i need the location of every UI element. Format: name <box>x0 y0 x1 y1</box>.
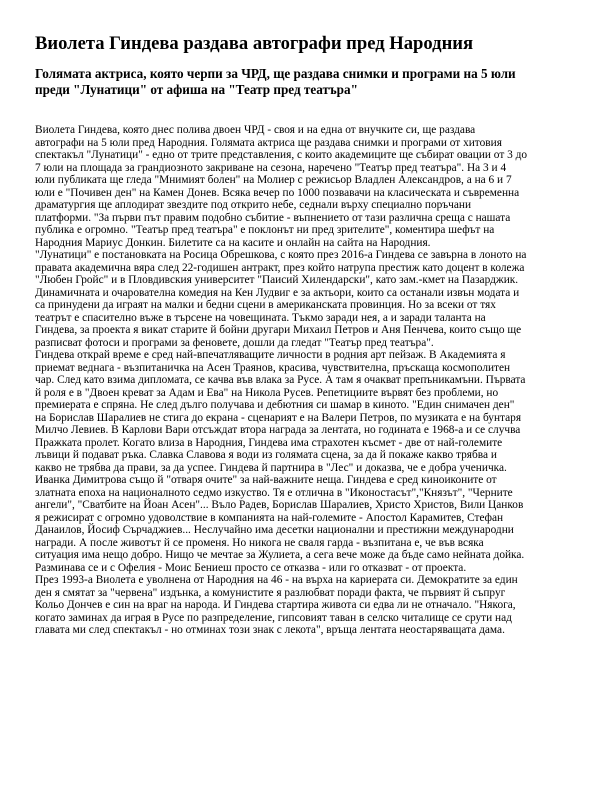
body-line: й роля е в "Двоен креват за Адам и Ева" на Никола Русев. Репетициите вървят без проблеми, но <box>35 386 499 399</box>
body-line: Данаилов, Йосиф Сърчаджиев... Неслучайно има десетки национални и престижни международни <box>35 524 514 536</box>
body-line: "Любен Гройс" и в Пловдивския университет "Паисий Хилендарски", като зам.-кмет на Пазарджик. <box>35 274 519 286</box>
body-line: платформи. "За първи път правим подобно събитие - въпнението от тази различна среща с нашата <box>35 211 511 224</box>
body-line: 7 юли на площада за грандиозното закриване на сезона, наречено "Театър пред театъра". На 3 и 4 <box>35 161 507 174</box>
body-line: лъвици й подават ръка. Славка Славова я води из голямата сцена, за да й покаже какво трябва и <box>35 449 497 461</box>
body-line: юли е "Почивен ден" на Камен Донев. Всяка вечер по 1000 позвавачи на класическата и съвременна <box>35 186 520 199</box>
body-line: какво не трябва да прави, за да успее. Гиндева й партнира в "Лес" и доказва, че е добра ученичка. <box>35 461 507 474</box>
body-line: Разминава се и с Офелия - Моис Бениеш просто се отказва - или го отказват - от проекта. <box>35 561 467 574</box>
body-line: премиерата е спряна. Не след дълго получава и дебютния си шамар в киното. "Един снимачен ден" <box>35 399 515 411</box>
body-line: Пражката пролет. Когато влиза в Народния, Гиндева има страхотен късмет - две от най-големите <box>35 436 503 449</box>
article-title: Виолета Гиндева раздава автографи пред Народния <box>35 33 474 54</box>
body-line: Виолета Гиндева, която днес полива двоен ЧРД - своя и на една от внучките си, ще раздава <box>35 124 476 136</box>
body-line: Милчо Левиев. В Карлови Вари отсъждат втора награда за лентата, но годината е 1968-а и се случва <box>35 424 521 436</box>
body-line: публика е огромно. "Театър пред театъра" е поклонът ни пред зрителите", коментира шефът на <box>35 224 495 236</box>
body-line: юли публиката ще гледа "Мнимият болен" на Молиер с режисьор Владлен Александров, а на 6 и 7 <box>35 174 512 186</box>
body-line: чар. След като взима дипломата, се качва във влака за Русе. А там я очакват препъникамъни. Първата <box>35 374 526 386</box>
body-line: Гиндева, за проекта я викат старите й бойни другари Михаил Петров и Аня Пенчева, които също ще <box>35 324 522 336</box>
body-line: ангели", "Сватбите на Йоан Асен"... Вълo Радев, Борислав Шаралиев, Христо Христов, Вили Цанков <box>35 499 524 511</box>
body-line: театрът е спасително въже в търсене на човещината. Тъкмо заради нея, а и заради таланта на <box>35 311 486 324</box>
body-line: "Лунатици" е постановката на Росица Обрешкова, с която през 2016-а Гиндева се завърна в лоното на <box>35 249 527 261</box>
body-line: Народния Мариус Донкин. Билетите са на касите и онлайн на сайта на Народния. <box>35 236 431 249</box>
body-line: драматургия ще аплодират звездите под открито небе, седнали върху специално поръчани <box>35 199 472 211</box>
body-line: правата академична вяра след 22-годишен антракт, през който натрупа престиж като доцент в колежа <box>35 261 525 274</box>
body-line: на Борислав Шаралиев не стига до екрана - сценарият е на Валери Петров, по музиката е на бунтаря <box>35 411 522 424</box>
body-line: ден я смятат за "червена" издънка, а комунистите я разлюбват поради факта, че първият й съпруг <box>35 586 506 599</box>
body-line: През 1993-а Виолета е уволнена от Народния на 46 - на върха на кариерата си. Демократите за един <box>35 574 518 586</box>
body-line: награди. А после животът й се променя. Но никога не сваля гарда - възпитана е, че във всяка <box>35 536 484 549</box>
body-line: са принудени да играят на малки и бедни сцени в американската провинция. Но за всеки от тях <box>35 299 496 311</box>
article-body <box>35 124 580 637</box>
body-line: автографи на 5 юли пред Народния. Голямата актриса ще раздава снимки и програми от хитовия <box>35 136 502 149</box>
body-line: приемат веднага - възпитаничка на Асен Траянов, красива, чувствителна, пръскаща космополитен <box>35 361 511 374</box>
body-line: главата ми след спектакъл - но отминах този знак с лекота", връща лентата неостаряващата дама. <box>35 624 505 636</box>
body-line: ситуация има нещо добро. Нищо че мечтае за Жулиета, а сега вече може да бъде само нейната дойка. <box>35 549 525 561</box>
body-line: когато заминах да играя в Русе по разпределение, гипсовият таван в селско читалище се срути над <box>35 611 512 624</box>
body-line: я режисират с огромно удоволствие в компанията на най-големите - Апостол Карамитев, Стефан <box>35 511 504 524</box>
body-line: Иванка Димитрова също й "отваря очите" за най-важните неща. Гиндева е сред киноиконите от <box>35 474 497 486</box>
body-line: Динамичната и очарователна комедия на Кен Лудвиг е за актьори, които са останали извън модата и <box>35 286 520 299</box>
body-line: разписват фотоси и програми за феновете, дошли да гледат "Театър пред театъра". <box>35 336 434 349</box>
subtitle-line: преди "Лунатици" от афиша на "Театр пред театъра" <box>35 82 358 97</box>
article-subtitle <box>35 66 575 98</box>
body-line: Кольо Дончев е син на враг на народа. И Гиндева стартира живота си едва ли не отначало. "Някога, <box>35 599 516 611</box>
body-line: Гиндева открай време е сред най-впечатляващите личности в родния арт пейзаж. В Академията я <box>35 349 506 361</box>
body-line: спектакъл "Лунатици" - едно от трите представления, с които академиците ще събират овации от 3 до <box>35 149 528 161</box>
subtitle-line: Голямата актриса, която черпи за ЧРД, ще раздава снимки и програми на 5 юли <box>35 66 516 81</box>
body-line: златната епоха на националното седмо изкуство. Тя е отлична в "Иконостасът","Князът", "Черните <box>35 486 513 499</box>
